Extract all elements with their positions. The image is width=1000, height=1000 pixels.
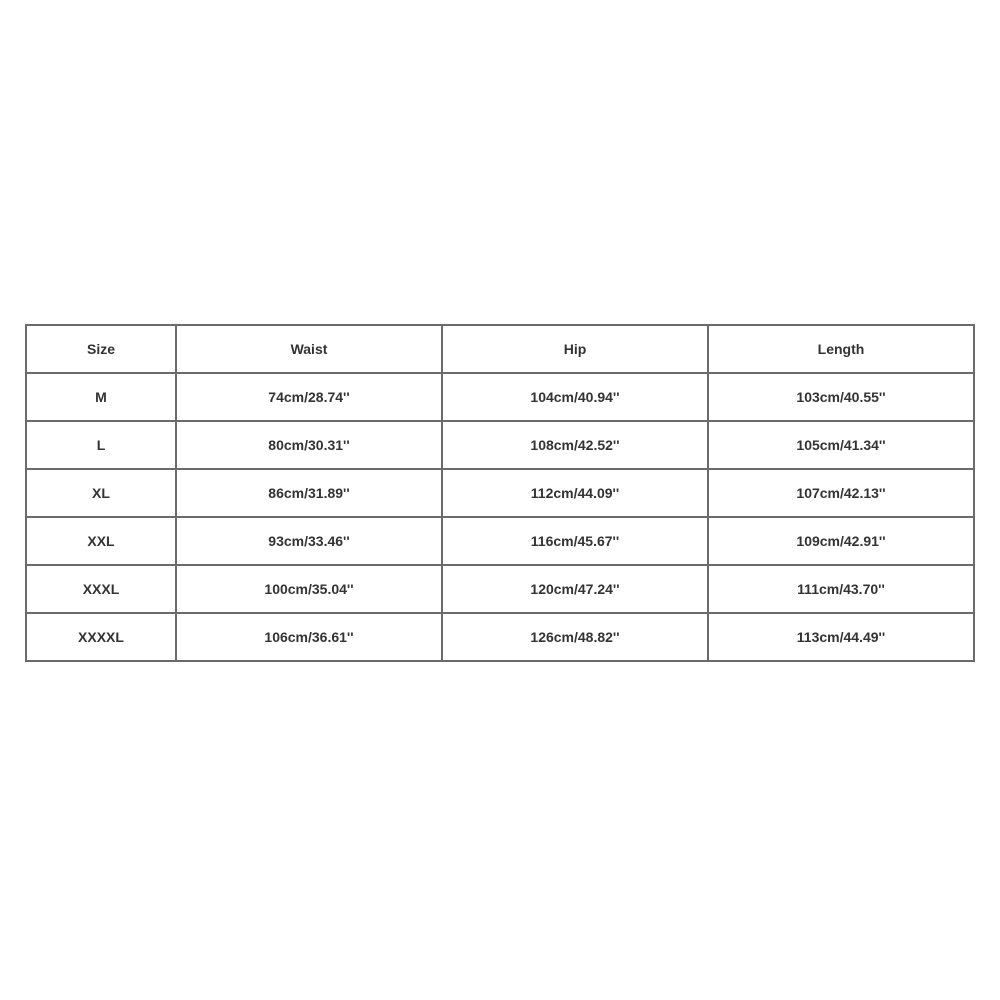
cell-hip: 116cm/45.67'' <box>442 517 708 565</box>
header-length: Length <box>708 325 974 373</box>
table-row <box>26 613 974 661</box>
cell-size: L <box>26 421 176 469</box>
cell-waist: 93cm/33.46'' <box>176 517 442 565</box>
table-row <box>26 373 974 421</box>
cell-length: 107cm/42.13'' <box>708 469 974 517</box>
cell-size: M <box>26 373 176 421</box>
header-hip: Hip <box>442 325 708 373</box>
header-waist: Waist <box>176 325 442 373</box>
cell-size: XXXL <box>26 565 176 613</box>
cell-size: XXL <box>26 517 176 565</box>
table-row <box>26 565 974 613</box>
cell-waist: 74cm/28.74'' <box>176 373 442 421</box>
cell-hip: 126cm/48.82'' <box>442 613 708 661</box>
cell-waist: 106cm/36.61'' <box>176 613 442 661</box>
cell-waist: 80cm/30.31'' <box>176 421 442 469</box>
table-row <box>26 421 974 469</box>
cell-size: XXXXL <box>26 613 176 661</box>
cell-hip: 120cm/47.24'' <box>442 565 708 613</box>
cell-length: 109cm/42.91'' <box>708 517 974 565</box>
cell-waist: 100cm/35.04'' <box>176 565 442 613</box>
cell-length: 105cm/41.34'' <box>708 421 974 469</box>
cell-hip: 112cm/44.09'' <box>442 469 708 517</box>
cell-length: 113cm/44.49'' <box>708 613 974 661</box>
cell-hip: 104cm/40.94'' <box>442 373 708 421</box>
table-row <box>26 517 974 565</box>
cell-hip: 108cm/42.52'' <box>442 421 708 469</box>
cell-length: 103cm/40.55'' <box>708 373 974 421</box>
header-size: Size <box>26 325 176 373</box>
cell-waist: 86cm/31.89'' <box>176 469 442 517</box>
size-chart-table <box>25 324 975 662</box>
table-header-row <box>26 325 974 373</box>
cell-length: 111cm/43.70'' <box>708 565 974 613</box>
cell-size: XL <box>26 469 176 517</box>
table-row <box>26 469 974 517</box>
